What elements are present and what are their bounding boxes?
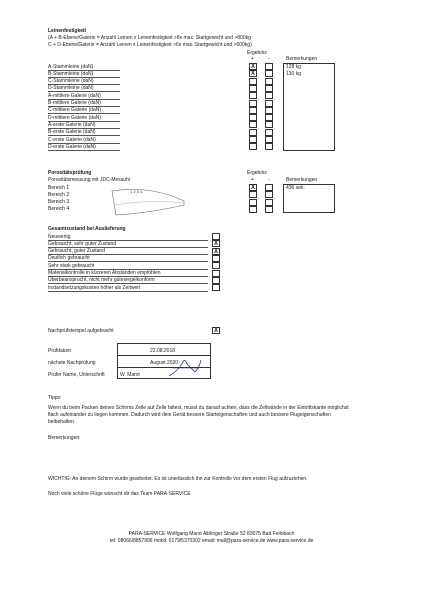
leinen-minus-checkbox[interactable] xyxy=(265,136,273,143)
poro-row-label: Bereich 3 xyxy=(48,199,70,206)
gesamt-row-label: Überbeansprucht, nicht mehr gütesiegelkonform xyxy=(48,277,155,284)
leinen-row-label: D-Stammleine (daN) xyxy=(48,85,94,92)
gesamt-checkbox[interactable] xyxy=(212,255,220,262)
leinen-minus-checkbox[interactable] xyxy=(265,114,273,121)
gesamt-checkbox[interactable] xyxy=(212,270,220,277)
leinen-note-1: (A + B-Ebene/Galerie = Anzahl Leinen x Leinenfestigkeit >8x max. Startgewicht und >800kg xyxy=(48,35,251,41)
poro-row-label: Bereich 1 xyxy=(48,184,70,191)
poro-plus-header: + xyxy=(251,177,254,183)
stempel-label: Nachprüfstempel aufgebracht xyxy=(48,328,114,334)
poro-subtitle: Porositätsmessung mit JDC-Messuhr xyxy=(48,177,131,183)
leinen-title: Leinenfestigkeit xyxy=(48,28,87,34)
poro-bemerkungen-header: Bemerkungen xyxy=(286,177,318,183)
leinen-minus-checkbox[interactable] xyxy=(265,129,273,136)
leinen-minus-checkbox[interactable] xyxy=(265,63,273,70)
gesamt-row-label: Deutlich gebraucht xyxy=(48,255,90,262)
poro-minus-checkbox[interactable] xyxy=(265,184,273,191)
leinen-row-label: C-Stammleine (daN) xyxy=(48,78,94,85)
leinen-minus-header: - xyxy=(268,56,270,62)
leinen-row-label: C-erste Galerie (daN) xyxy=(48,136,96,143)
leinen-minus-checkbox[interactable] xyxy=(265,92,273,99)
poro-row-label: Bereich 2 xyxy=(48,191,70,198)
gesamt-checkbox[interactable] xyxy=(212,277,220,284)
pruef-date-label: Prüfdatum xyxy=(48,348,72,354)
poro-ergebnis-header: Ergebnis xyxy=(247,170,267,176)
poro-plus-checkbox[interactable]: X xyxy=(250,185,255,191)
leinen-remark-text: 130 kg xyxy=(286,70,302,77)
leinen-plus-checkbox[interactable] xyxy=(249,136,257,143)
gesamt-row-label: Gebraucht, guter Zustand xyxy=(48,248,105,255)
leinen-plus-checkbox[interactable] xyxy=(249,78,257,85)
gesamt-row-label: Neuwertig xyxy=(48,233,71,240)
wing-diagram-marks: 1 2 3 4 xyxy=(130,189,143,194)
poro-plus-checkbox[interactable] xyxy=(249,191,257,198)
leinen-row-label: C-mittlere Galerie (daN) xyxy=(48,107,102,114)
leinen-plus-checkbox[interactable] xyxy=(249,107,257,114)
pruef-name-value[interactable]: W. Marxt xyxy=(120,372,140,378)
leinen-minus-checkbox[interactable] xyxy=(265,121,273,128)
poro-plus-checkbox[interactable] xyxy=(249,199,257,206)
leinen-row-underline xyxy=(48,150,120,151)
leinen-plus-checkbox[interactable] xyxy=(249,100,257,107)
stempel-checkbox[interactable]: X xyxy=(213,328,218,334)
tipps-title: Tipps: xyxy=(48,395,62,401)
tipps-line-3: beibehalten. xyxy=(48,419,76,425)
leinen-row-label: A-mittlere Galerie (daN) xyxy=(48,92,101,99)
tipps-line-2: flach aufeinander zu liegen kommen. Dadurch wird dein Gerät bessere Starteigenschaften und auch bessere Flugeigenschaften xyxy=(48,412,331,418)
poro-minus-header: - xyxy=(268,177,270,183)
gesamt-checkbox[interactable]: X xyxy=(213,248,218,255)
leinen-plus-checkbox[interactable] xyxy=(249,129,257,136)
poro-plus-checkbox[interactable] xyxy=(249,206,257,213)
poro-row-label: Bereich 4 xyxy=(48,206,70,213)
gesamt-checkbox[interactable]: X xyxy=(213,241,218,248)
leinen-row-label: D-mittlere Galerie (daN) xyxy=(48,114,102,121)
leinen-minus-checkbox[interactable] xyxy=(265,78,273,85)
leinen-plus-header: + xyxy=(251,56,254,62)
poro-remark-text: 436 sek. xyxy=(286,184,305,191)
leinen-row-label: B-Stammleine (daN) xyxy=(48,70,94,77)
gesamt-title: Gesamtzustand bei Auslieferung xyxy=(48,226,126,232)
gesamt-row-label: Gebraucht, sehr guter Zustand xyxy=(48,240,117,247)
poro-minus-checkbox[interactable] xyxy=(265,199,273,206)
leinen-plus-checkbox[interactable]: X xyxy=(250,71,255,78)
bemerkungen-label: Bemerkungen: xyxy=(48,435,81,441)
leinen-minus-checkbox[interactable] xyxy=(265,143,273,150)
leinen-plus-checkbox[interactable] xyxy=(249,143,257,150)
leinen-row-label: B-erste Galerie (daN) xyxy=(48,129,96,136)
tipps-line-1: Wenn du beim Packen deines Schirms Zelle auf Zelle faltest, musst du darauf achten, dass die Zellwände in der Eintrittskante möglichst xyxy=(48,405,349,411)
gesamt-checkbox[interactable] xyxy=(212,284,220,291)
signature-scribble xyxy=(165,356,205,378)
wichtig-text: WICHTIG: An deinem Schirm wurde gearbeitet. Es ist unerlässlich ihn zur Kontrolle vor dem ersten Flug aufzuziehen. xyxy=(48,476,308,482)
footer-line-2: tel: 08066/8857996 mobil: 0179/5370302 email: mail@para-service.de www.para-service.de xyxy=(109,538,314,544)
leinen-minus-checkbox[interactable] xyxy=(265,70,273,77)
poro-minus-checkbox[interactable] xyxy=(265,191,273,198)
leinen-plus-checkbox[interactable] xyxy=(249,85,257,92)
leinen-plus-checkbox[interactable] xyxy=(249,114,257,121)
greeting-text: Noch viele schöne Flüge wünscht dir das Team PARA-SERVICE xyxy=(48,491,191,497)
footer-line-1: PARA-SERVICE Wolfgang Marxt Aiblinger Straße 52 83075 Bad Feilnbach xyxy=(128,531,295,537)
leinen-note-2: C + D-Ebene/Galerie = Anzahl Leinen x Leinenfestigkeit >6x max. Startgewicht und >600kg) xyxy=(48,42,252,48)
leinen-plus-checkbox[interactable]: X xyxy=(250,64,255,70)
leinen-plus-checkbox[interactable] xyxy=(249,121,257,128)
leinen-row-label: A-erste Galerie (daN) xyxy=(48,121,96,128)
leinen-minus-checkbox[interactable] xyxy=(265,100,273,107)
gesamt-row-label: Sehr stark gebraucht xyxy=(48,262,95,269)
poro-minus-checkbox[interactable] xyxy=(265,206,273,213)
pruef-next-label: nächste Nachprüfung xyxy=(48,360,96,366)
gesamt-checkbox[interactable] xyxy=(212,262,220,269)
leinen-plus-checkbox[interactable] xyxy=(249,92,257,99)
gesamt-checkbox[interactable] xyxy=(212,233,220,240)
gesamt-row-label: Instandsetzungskosten höher als Zeitwert xyxy=(48,284,141,291)
leinen-row-label: B-mittlere Galerie (daN) xyxy=(48,100,101,106)
pruef-next-value[interactable]: August 2020 xyxy=(150,360,179,366)
leinen-minus-checkbox[interactable] xyxy=(265,107,273,114)
gesamt-row-label: Materialkontrolle in kürzeren Abständen empfohlen xyxy=(48,270,161,276)
leinen-remark-text: 128 kg xyxy=(286,63,302,70)
leinen-row-label: D-erste Galerie (daN) xyxy=(48,143,96,150)
leinen-bemerkungen-header: Bemerkungen xyxy=(286,56,318,62)
leinen-ergebnis-header: Ergebnis xyxy=(247,50,267,56)
poro-title: Porositätsprüfung xyxy=(48,170,92,176)
pruef-date-value[interactable]: 22.08.2018 xyxy=(150,348,176,354)
gesamt-row-underline xyxy=(48,291,208,292)
pruef-name-label: Prüfer Name, Unterschrift xyxy=(48,372,105,378)
leinen-minus-checkbox[interactable] xyxy=(265,85,273,92)
leinen-row-label: A-Stammleine (daN) xyxy=(48,63,94,70)
wing-diagram xyxy=(110,183,188,219)
